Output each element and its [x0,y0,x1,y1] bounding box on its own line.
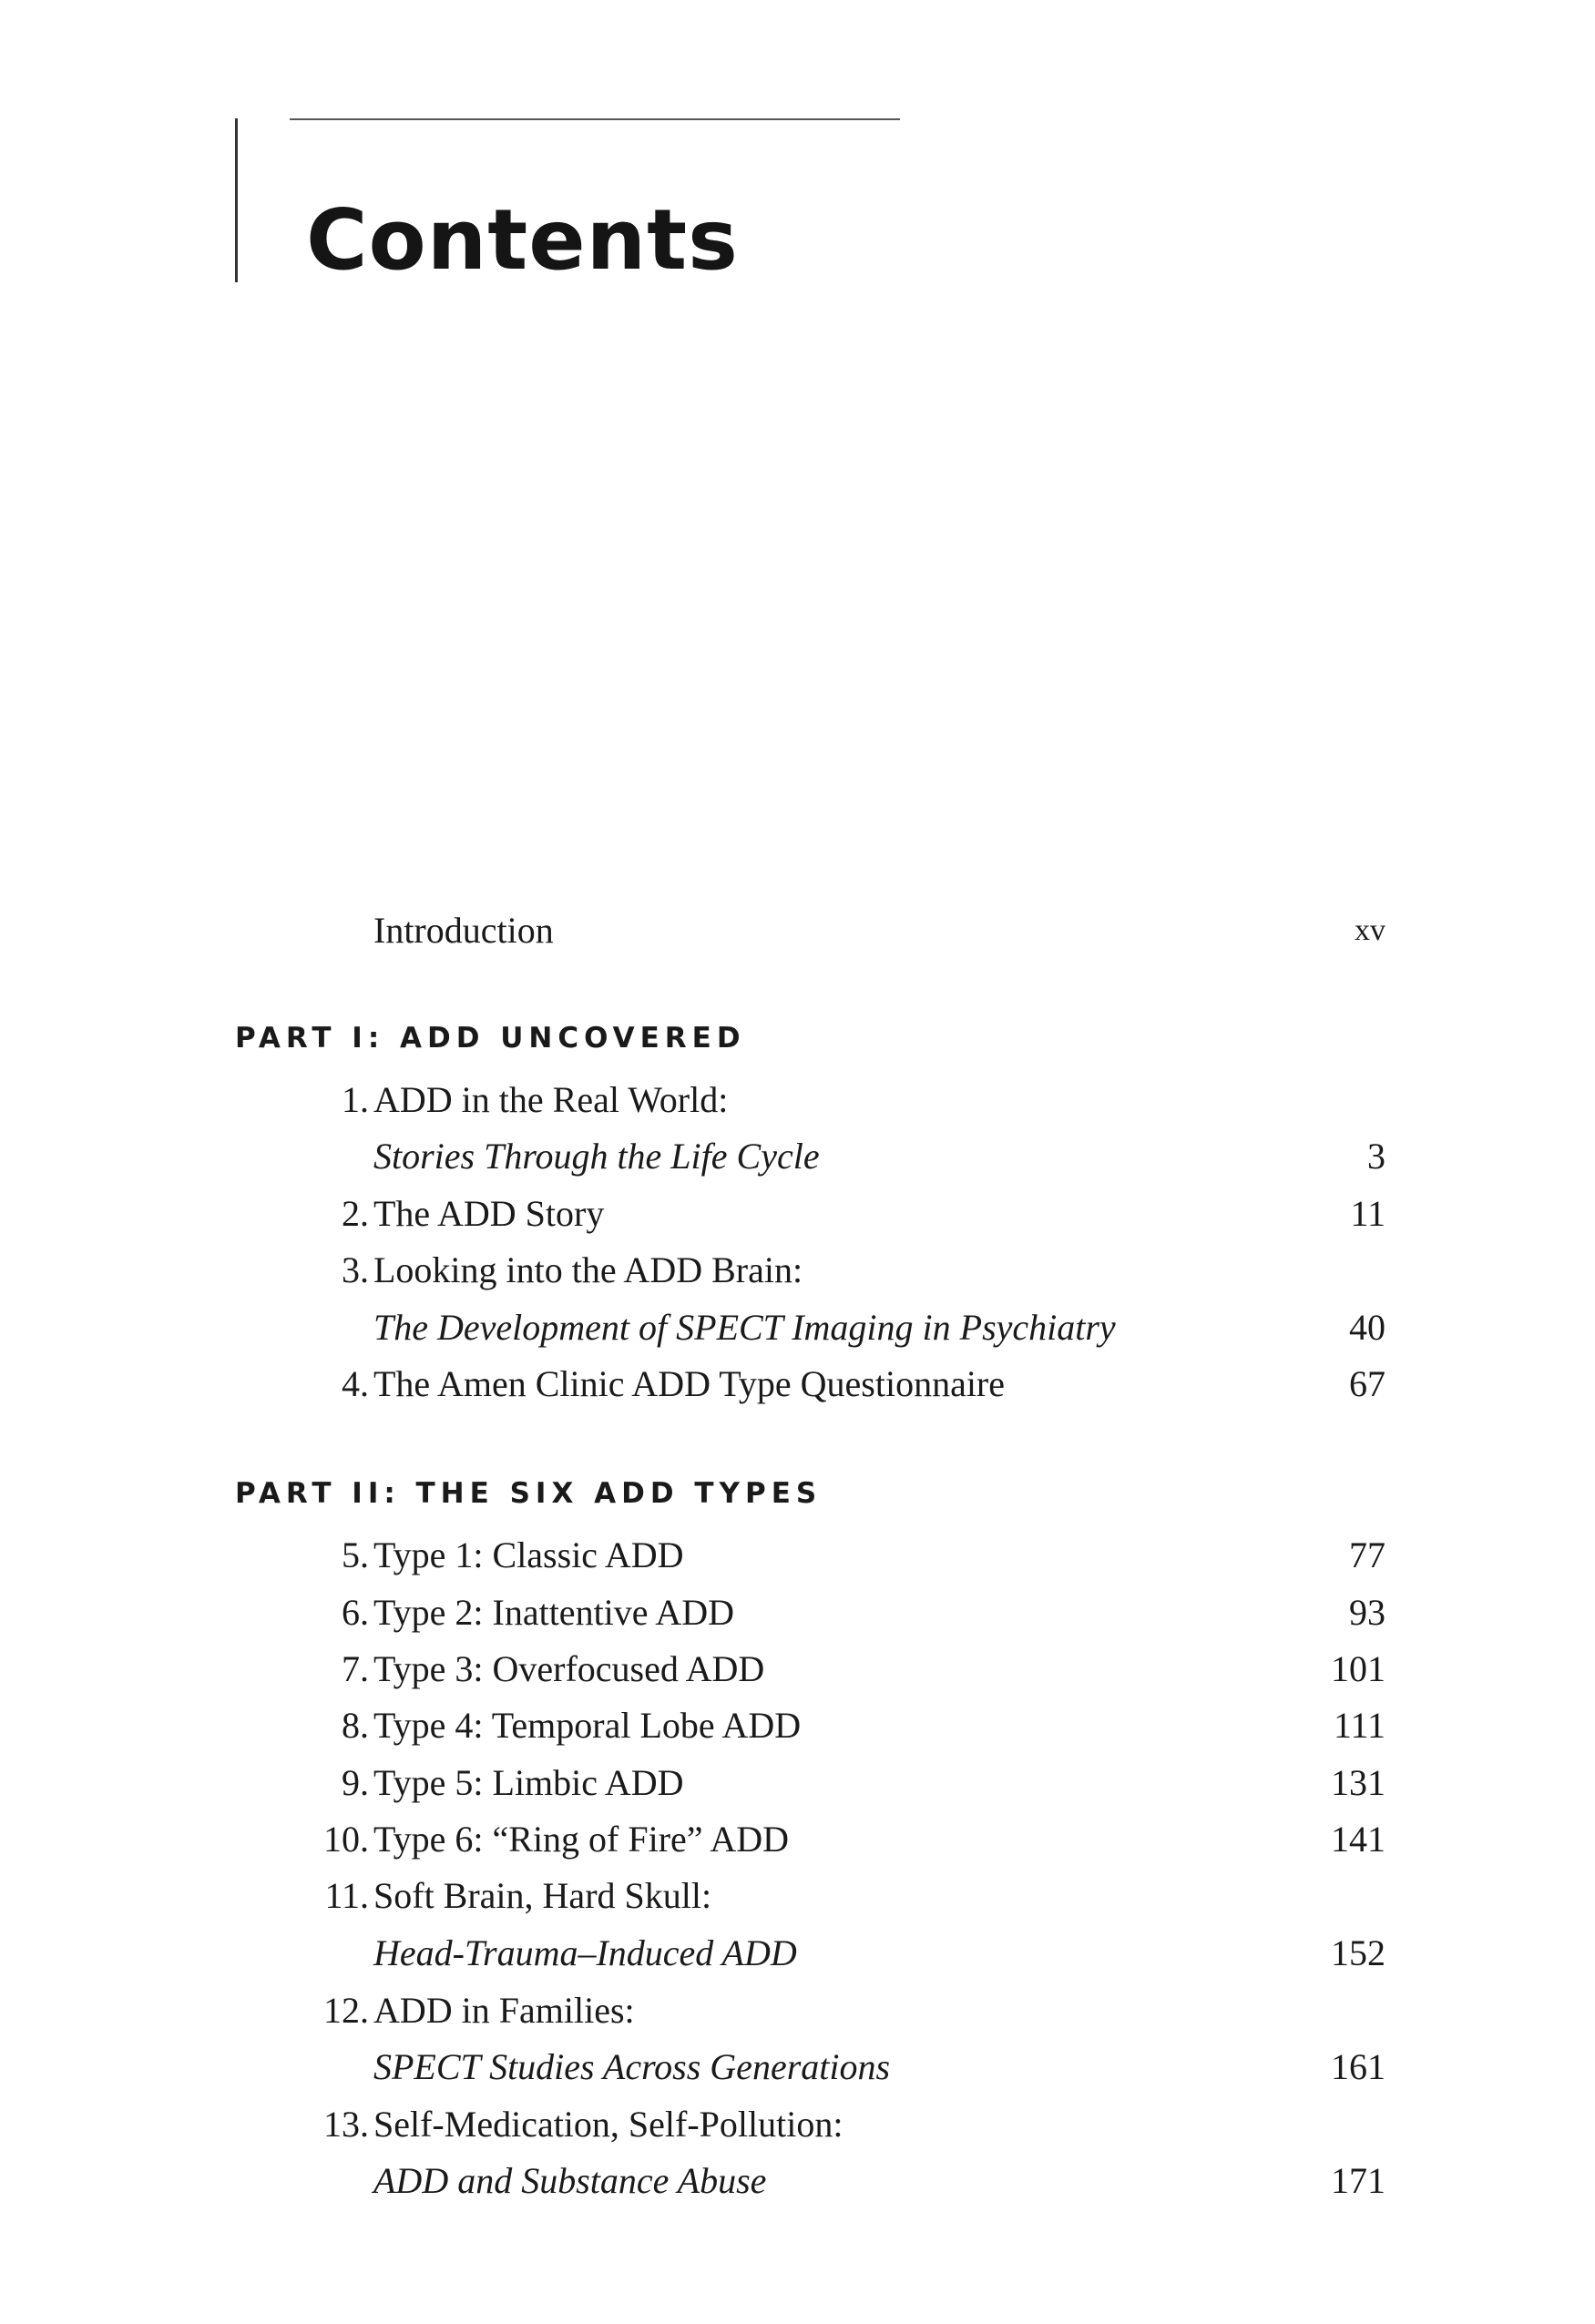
toc-entry-page: 161 [1331,2046,1385,2087]
toc-entry-page: 101 [1331,1648,1385,1689]
toc-entry-title: ADD in Families: [373,1990,635,2031]
toc-entry-subtitle[interactable] [0,1131,1595,1182]
toc-entry-title: Type 6: “Ring of Fire” ADD [373,1819,790,1860]
toc-entry-subtitle[interactable] [0,1302,1595,1353]
top-rule [290,118,900,120]
toc-entry-number: 4. [342,1363,369,1404]
toc-entry-number: 5. [342,1534,369,1575]
toc-entry[interactable] [0,2099,1595,2150]
part-heading: PART II: THE SIX ADD TYPES [235,1477,823,1510]
toc-entry-page: 171 [1331,2160,1385,2201]
toc-entry-subtitle[interactable] [0,2042,1595,2093]
toc-entry-title: Introduction [373,910,554,951]
toc-entry-title: Type 5: Limbic ADD [373,1762,684,1803]
toc-entry[interactable] [0,1814,1595,1865]
toc-entry-page: 3 [1367,1136,1385,1177]
toc-entry-title: Type 4: Temporal Lobe ADD [373,1705,802,1746]
toc-entry-number: 11. [324,1875,369,1916]
toc-entry-number: 3. [342,1249,369,1290]
toc-entry[interactable] [0,1188,1595,1239]
toc-entry[interactable] [0,1530,1595,1581]
toc-entry-title: Type 2: Inattentive ADD [373,1592,734,1633]
page-title: Contents [306,191,739,289]
toc-entry-page: 111 [1333,1705,1385,1746]
toc-entry-number: 1. [342,1079,369,1120]
toc-entry-number: 10. [323,1819,369,1860]
toc-entry-page: 40 [1349,1307,1385,1348]
toc-entry[interactable] [0,1985,1595,2036]
toc-entry[interactable] [0,1075,1595,1126]
toc-entry-title: SPECT Studies Across Generations [373,2046,891,2087]
toc-entry-page: 131 [1331,1762,1385,1803]
toc-entry-title: Looking into the ADD Brain: [373,1249,803,1290]
toc-entry[interactable] [0,1245,1595,1296]
toc-entry-number: 7. [342,1648,369,1689]
toc-entry[interactable] [0,1700,1595,1751]
toc-entry[interactable] [0,1587,1595,1638]
toc-entry-page: 152 [1331,1932,1385,1973]
side-rule [235,118,238,282]
toc-entry-title: ADD and Substance Abuse [373,2160,767,2201]
toc-entry-page: 93 [1349,1592,1385,1633]
toc-entry-number: 2. [342,1193,369,1234]
toc-entry-introduction[interactable] [0,905,1595,956]
toc-entry-page: 77 [1349,1534,1385,1575]
toc-entry-title: Type 1: Classic ADD [373,1534,684,1575]
toc-entry[interactable] [0,1644,1595,1695]
toc-entry-title: Head-Trauma–Induced ADD [373,1932,797,1973]
toc-entry[interactable] [0,1359,1595,1410]
toc-entry-page: 67 [1349,1363,1385,1404]
toc-entry-page: 11 [1350,1193,1385,1234]
toc-entry-page: 141 [1331,1819,1385,1860]
toc-entry-title: Self-Medication, Self-Pollution: [373,2104,844,2145]
toc-entry[interactable] [0,1758,1595,1809]
toc-entry-title: The ADD Story [373,1193,605,1234]
toc-entry-title: Stories Through the Life Cycle [373,1136,820,1177]
toc-entry-number: 6. [342,1592,369,1633]
toc-entry-title: Soft Brain, Hard Skull: [373,1875,712,1916]
toc-entry-title: ADD in the Real World: [373,1079,729,1120]
toc-entry-page: xv [1355,913,1385,947]
toc-entry-number: 8. [342,1705,369,1746]
toc-entry-subtitle[interactable] [0,2156,1595,2207]
part-heading: PART I: ADD UNCOVERED [235,1022,746,1055]
toc-entry-number: 9. [342,1762,369,1803]
toc-entry-number: 13. [323,2104,369,2145]
toc-entry-title: The Development of SPECT Imaging in Psychiatry [373,1307,1116,1348]
toc-entry-number: 12. [323,1990,369,2031]
toc-entry-title: Type 3: Overfocused ADD [373,1648,765,1689]
toc-entry-title: The Amen Clinic ADD Type Questionnaire [373,1363,1006,1404]
toc-entry-subtitle[interactable] [0,1928,1595,1979]
toc-entry[interactable] [0,1870,1595,1921]
